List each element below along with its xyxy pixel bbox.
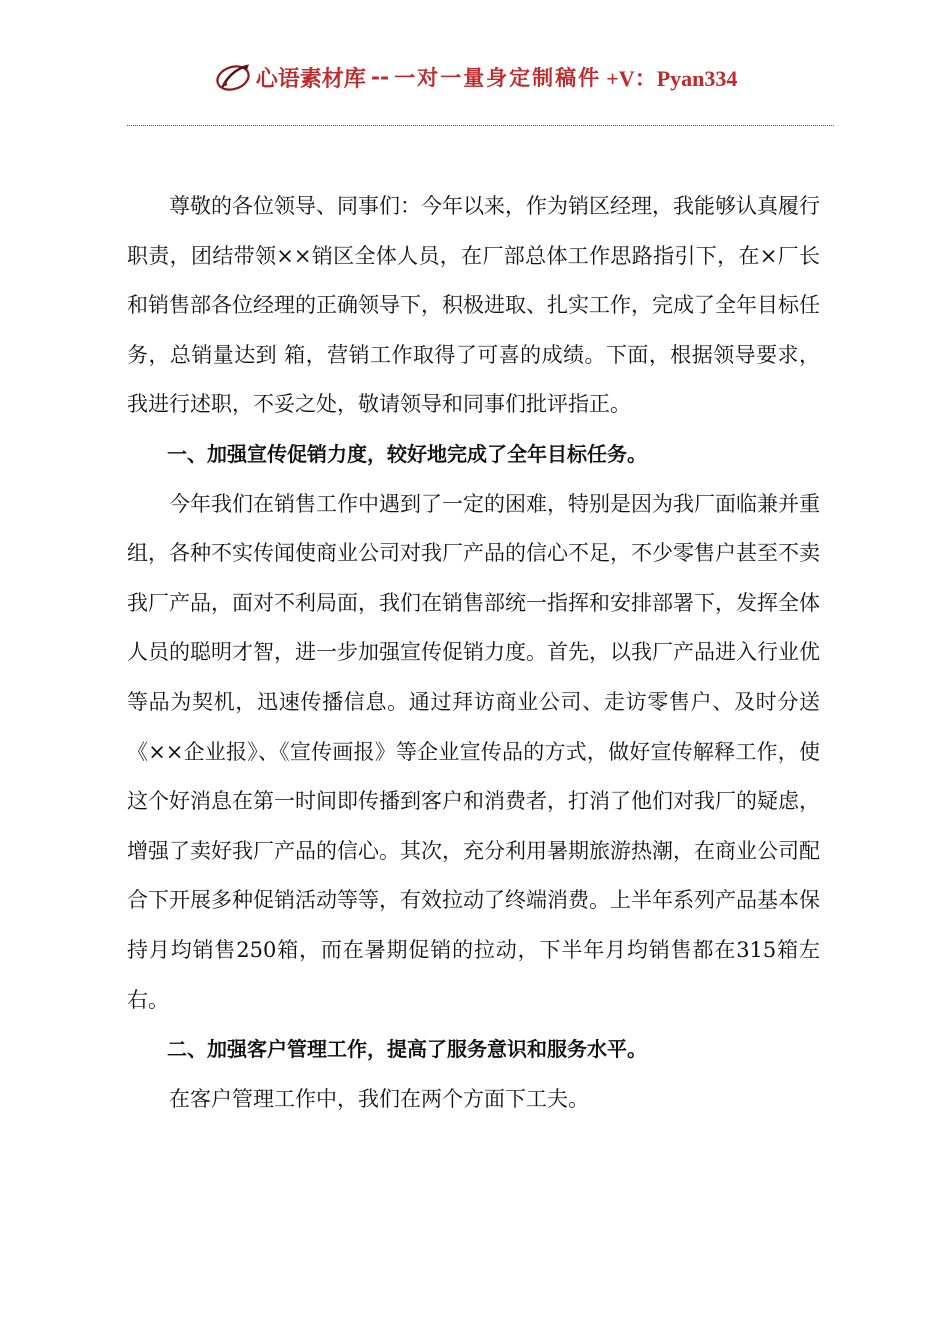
intro-paragraph: 尊敬的各位领导、同事们：今年以来，作为销区经理，我能够认真履行职责，团结带领××销区全体人员，在厂部总体工作思路指引下，在×厂长和销售部各位经理的正确领导下，积极进取、扎实工作，完成了全年目标任务，总销量达到 箱，营销工作取得了可喜的成绩。下面，根据领导要求，我进行述职，不妥之处，敬请领导和同事们批评指正。: [127, 194, 820, 417]
section-1-paragraph: 今年我们在销售工作中遇到了一定的困难，特别是因为我厂面临兼并重组，各种不实传闻使商业公司对我厂产品的信心不足，不少零售户甚至不卖我厂产品，面对不利局面，我们在销售部统一指挥和安排部署下，发挥全体人员的聪明才智，进一步加强宣传促销力度。首先，以我厂产品进入行业优等品为契机，迅速传播信息。通过拜访商业公司、走访零售户、及时分送《××企业报》、《宣传画报》等企业宣传品的方式，做好宣传解释工作，使这个好消息在第一时间即传播到客户和消费者，打消了他们对我厂的疑虑，增强了卖好我厂产品的信心。其次，充分利用暑期旅游热潮，在商业公司配合下开展多种促销活动等等，有效拉动了终端消费。上半年系列产品基本保持月均销售250箱，而在暑期促销的拉动，下半年月均销售都在315箱左右。: [127, 491, 820, 1012]
document-body: [127, 182, 820, 1124]
header-contact: +V：Pyan334: [606, 65, 738, 91]
pen-swirl-logo-icon: [213, 60, 253, 94]
section-heading-1: 一、加强宣传促销力度，较好地完成了全年目标任务。: [167, 441, 647, 466]
header-separator: --: [370, 64, 390, 90]
brand-name: 心语素材库: [255, 66, 366, 92]
header-slogan: 一对一量身定制稿件: [394, 65, 602, 90]
section-2-paragraph: 在客户管理工作中，我们在两个方面下工夫。: [169, 1086, 589, 1111]
header-divider: [127, 125, 834, 126]
page-header: [0, 60, 950, 100]
section-heading-2: 二、加强客户管理工作，提高了服务意识和服务水平。: [167, 1037, 647, 1062]
